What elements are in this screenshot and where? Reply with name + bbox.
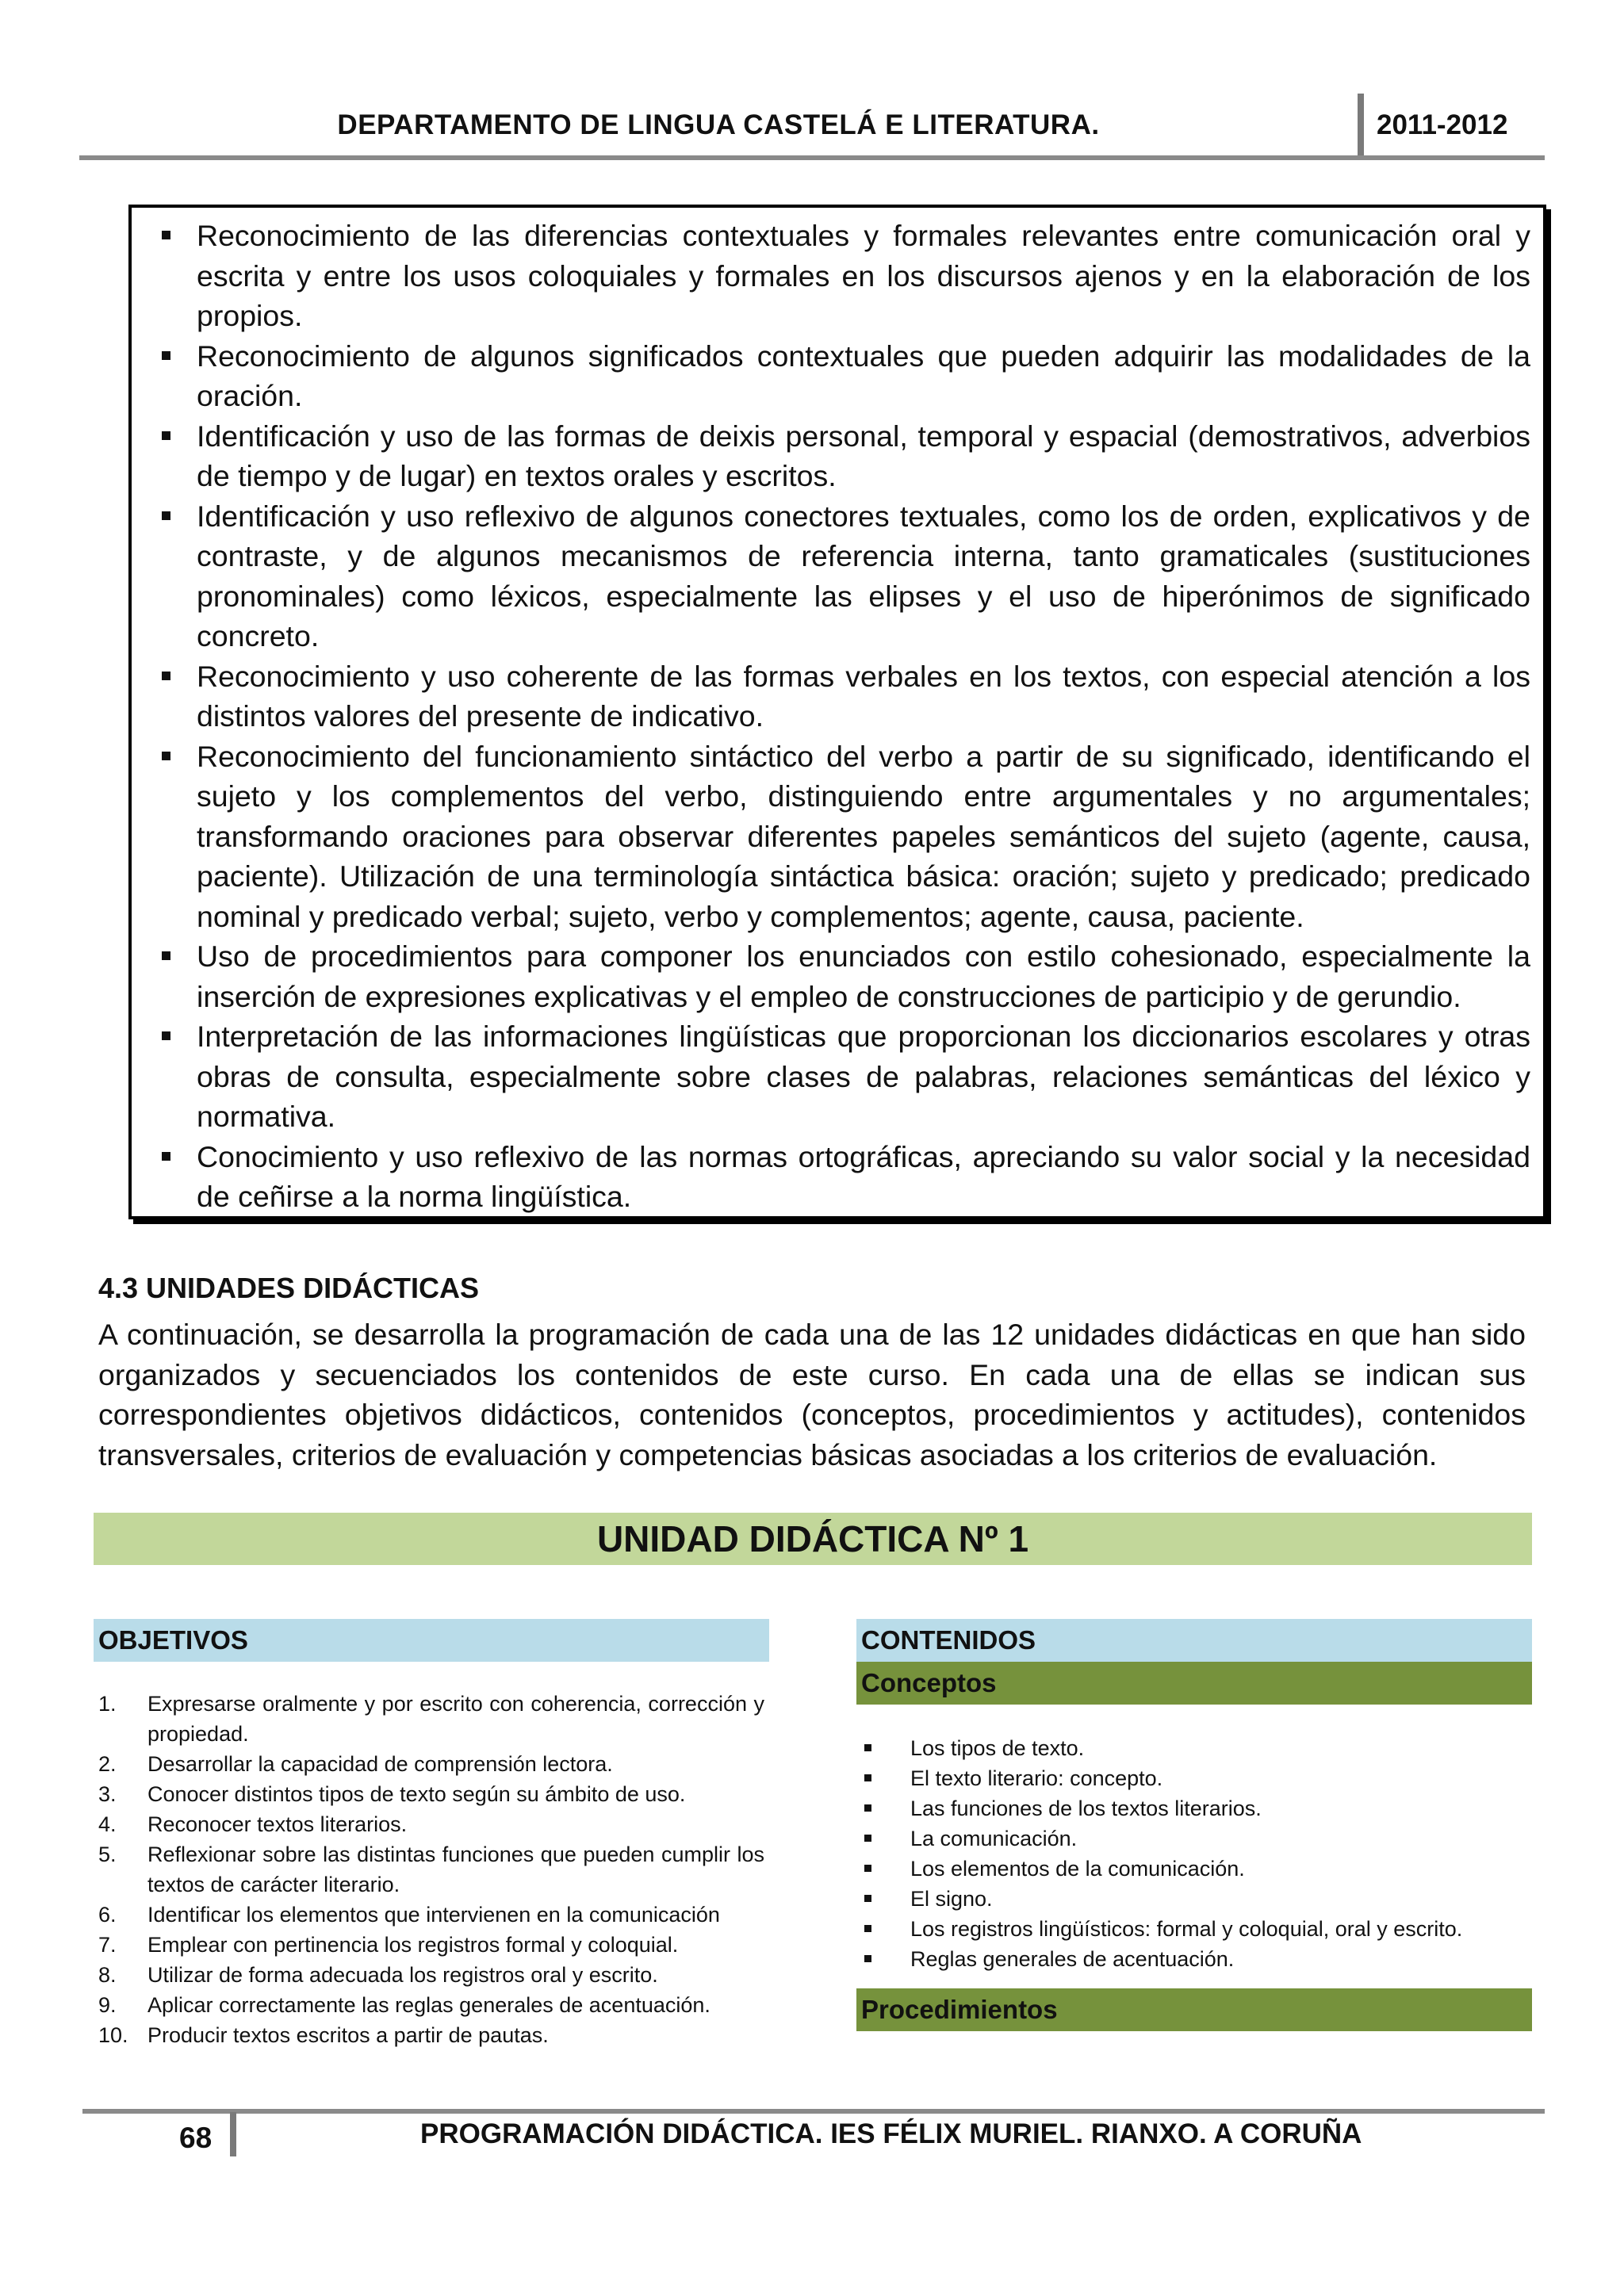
item-number: 2. bbox=[98, 1752, 117, 1776]
item-text: Producir textos escritos a partir de pautas. bbox=[147, 2023, 549, 2047]
list-item: Reglas generales de acentuación. bbox=[861, 1944, 1527, 1974]
conceptos-list bbox=[861, 1733, 1527, 1974]
header-divider bbox=[1358, 94, 1364, 160]
list-item: Los elementos de la comunicación. bbox=[861, 1854, 1527, 1884]
list-item bbox=[98, 1839, 764, 1900]
item-text: Desarrollar la capacidad de comprensión lectora. bbox=[147, 1752, 613, 1776]
item-number: 8. bbox=[98, 1963, 117, 1987]
footer-text: PROGRAMACIÓN DIDÁCTICA. IES FÉLIX MURIEL. RIANXO. A CORUÑA bbox=[420, 2118, 1362, 2149]
item-number: 9. bbox=[98, 1993, 117, 2017]
list-item: Las funciones de los textos literarios. bbox=[861, 1793, 1527, 1823]
item-number: 3. bbox=[98, 1782, 117, 1806]
list-item bbox=[98, 1749, 764, 1779]
item-number: 7. bbox=[98, 1933, 117, 1957]
unidad-title: UNIDAD DIDÁCTICA Nº 1 bbox=[94, 1513, 1532, 1565]
list-item: El texto literario: concepto. bbox=[861, 1763, 1527, 1793]
contents-box bbox=[128, 205, 1546, 1219]
header-year: 2011-2012 bbox=[1377, 109, 1508, 140]
list-item bbox=[98, 2020, 764, 2050]
footer-divider bbox=[230, 2112, 236, 2156]
list-item: Reconocimiento de las diferencias contextuales y formales relevantes entre comunicación oral y escrita y entre los usos coloquiales y formales en los discursos ajenos y en la elaboración de los propios. bbox=[152, 216, 1530, 336]
list-item: Los tipos de texto. bbox=[861, 1733, 1527, 1763]
list-item: El signo. bbox=[861, 1884, 1527, 1914]
item-text: Emplear con pertinencia los registros formal y coloquial. bbox=[147, 1933, 679, 1957]
list-item: Identificación y uso reflexivo de algunos conectores textuales, como los de orden, explicativos y de contraste, y de algunos mecanismos de referencia interna, tanto gramaticales (sustituciones pronominales) como léxicos, especialmente las elipses y el uso de hiperónimos de significado concreto. bbox=[152, 496, 1530, 656]
header-rule bbox=[79, 155, 1545, 160]
item-text: Conocer distintos tipos de texto según su ámbito de uso. bbox=[147, 1782, 686, 1806]
page-number: 68 bbox=[179, 2122, 213, 2154]
item-number: 4. bbox=[98, 1812, 117, 1836]
list-item: Reconocimiento del funcionamiento sintáctico del verbo a partir de su significado, identificando el sujeto y los complementos del verbo, distinguiendo entre argumentales y no argumentales; transformando oraciones para observar diferentes papeles semánticos del sujeto (agente, causa, paciente). Utilización de una terminología sintáctica básica: oración; sujeto y predicado; predicado nominal y predicado verbal; sujeto, verbo y complementos; agente, causa, paciente. bbox=[152, 737, 1530, 937]
list-item: Reconocimiento de algunos significados contextuales que pueden adquirir las modalidades de la oración. bbox=[152, 336, 1530, 416]
contents-list bbox=[152, 216, 1530, 1217]
objetivos-heading: OBJETIVOS bbox=[94, 1619, 769, 1662]
conceptos-heading: Conceptos bbox=[856, 1662, 1532, 1705]
section-title: 4.3 UNIDADES DIDÁCTICAS bbox=[98, 1272, 480, 1304]
item-text: Aplicar correctamente las reglas generales de acentuación. bbox=[147, 1993, 710, 2017]
list-item: La comunicación. bbox=[861, 1823, 1527, 1854]
list-item bbox=[98, 1809, 764, 1839]
list-item bbox=[98, 1779, 764, 1809]
list-item: Identificación y uso de las formas de deixis personal, temporal y espacial (demostrativos, adverbios de tiempo y de lugar) en textos orales y escritos. bbox=[152, 416, 1530, 496]
header-title: DEPARTAMENTO DE LINGUA CASTELÁ E LITERATURA. bbox=[337, 109, 1100, 140]
list-item: Reconocimiento y uso coherente de las formas verbales en los textos, con especial atención a los distintos valores del presente de indicativo. bbox=[152, 656, 1530, 737]
section-paragraph: A continuación, se desarrolla la programación de cada una de las 12 unidades didácticas en que han sido organizados y secuenciados los contenidos de este curso. En cada una de ellas se indican sus correspondientes objetivos didácticos, contenidos (conceptos, procedimientos y actitudes), contenidos transversales, criterios de evaluación y competencias básicas asociadas a los criterios de evaluación. bbox=[98, 1318, 1526, 1471]
item-number: 1. bbox=[98, 1692, 117, 1716]
item-number: 6. bbox=[98, 1903, 117, 1927]
list-item: Uso de procedimientos para componer los enunciados con estilo cohesionado, especialmente la inserción de expresiones explicativas y el empleo de construcciones de participio y de gerundio. bbox=[152, 936, 1530, 1016]
objetivos-list bbox=[98, 1689, 764, 2050]
item-text: Expresarse oralmente y por escrito con coherencia, corrección y propiedad. bbox=[147, 1692, 764, 1746]
list-item bbox=[98, 1900, 764, 1930]
item-text: Utilizar de forma adecuada los registros oral y escrito. bbox=[147, 1963, 658, 1987]
list-item bbox=[98, 1689, 764, 1749]
list-item: Los registros lingüísticos: formal y coloquial, oral y escrito. bbox=[861, 1914, 1527, 1944]
item-number: 5. bbox=[98, 1843, 117, 1866]
list-item bbox=[98, 1990, 764, 2020]
item-number: 10. bbox=[98, 2023, 128, 2047]
contenidos-heading: CONTENIDOS bbox=[856, 1619, 1532, 1662]
list-item: Interpretación de las informaciones lingüísticas que proporcionan los diccionarios escolares y otras obras de consulta, especialmente sobre clases de palabras, relaciones semánticas del léxico y normativa. bbox=[152, 1016, 1530, 1137]
item-text: Reflexionar sobre las distintas funciones que pueden cumplir los textos de carácter literario. bbox=[147, 1843, 764, 1896]
list-item bbox=[98, 1960, 764, 1990]
item-text: Reconocer textos literarios. bbox=[147, 1812, 408, 1836]
procedimientos-heading: Procedimientos bbox=[856, 1988, 1532, 2031]
footer-rule bbox=[82, 2109, 1545, 2114]
list-item: Conocimiento y uso reflexivo de las normas ortográficas, apreciando su valor social y la necesidad de ceñirse a la norma lingüística. bbox=[152, 1137, 1530, 1217]
list-item bbox=[98, 1930, 764, 1960]
item-text: Identificar los elementos que intervienen en la comunicación bbox=[147, 1903, 720, 1927]
page-header bbox=[79, 94, 1545, 160]
